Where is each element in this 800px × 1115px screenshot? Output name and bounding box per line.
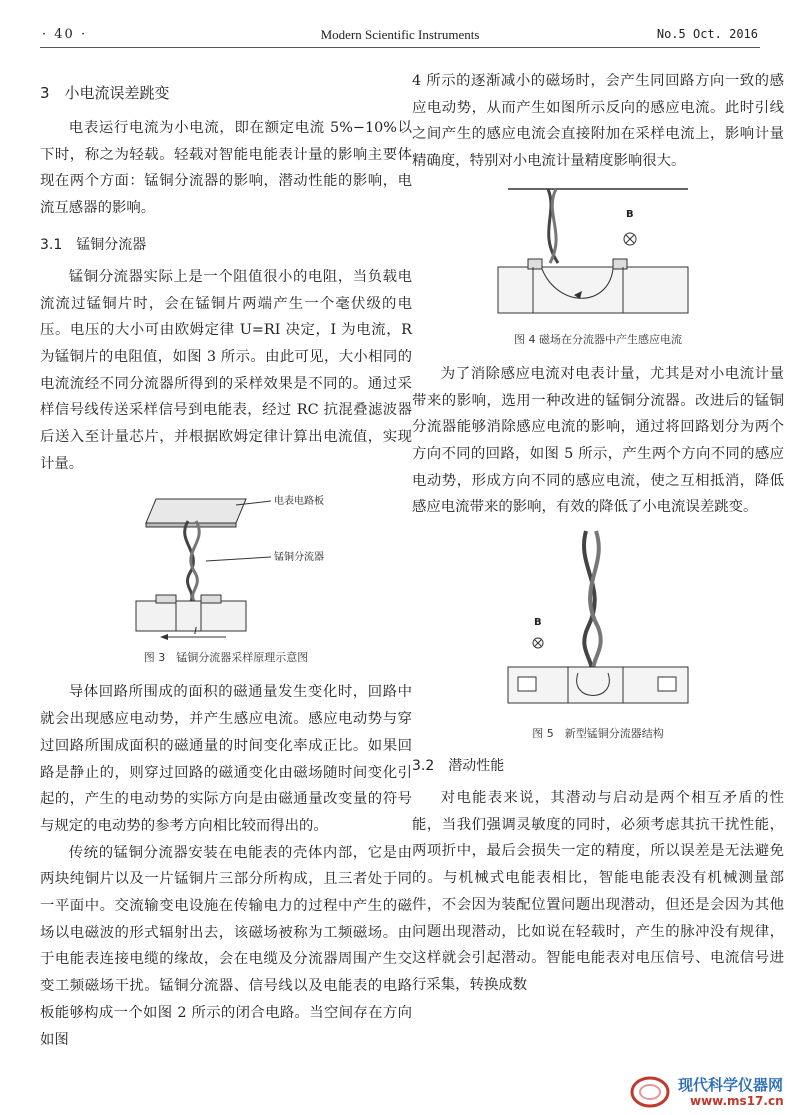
paragraph: 4 所示的逐渐减小的磁场时，会产生同回路方向一致的感应电动势，从而产生如图所示反向的感应电流。此时引线之间产生的感应电流会直接附加在采样电流上，影响计量精确度，特别对小电流计量精度影响很大。 (412, 73, 784, 170)
paragraph: 锰铜分流器实际上是一个阻值很小的电阻，当负载电流流过锰铜片时，会在锰铜片两端产生一个毫伏级的电压。电压的大小可由欧姆定律 U=RI 决定，I 为电流，R 为锰铜片的电阻值，如图 3 所示。由此可见，大小相同的电流流经不同分流器所得到的采样效果是不同的。通过采样信号线传送采样信号到电能表，经过 RC 抗混叠滤波器后送入至计量芯片，并根据欧姆定律计算出电流值，实现计量。 (40, 268, 412, 472)
page-number: · 40 · (42, 27, 88, 42)
journal-name: Modern Scientific Instruments (320, 27, 480, 42)
figure-4 (412, 183, 784, 327)
fig4-b-label: B (626, 208, 634, 220)
figure-3 (40, 491, 412, 645)
figure-5 (412, 527, 784, 721)
left-column (40, 60, 412, 1053)
fig5-b-label: B (534, 617, 542, 629)
figure-3-diagram (96, 491, 356, 641)
figure-4-caption: 图 4 磁场在分流器中产生感应电流 (514, 332, 682, 346)
site-watermark (630, 1068, 800, 1112)
fig3-board-label: 电表电路板 (274, 496, 324, 508)
issue-info: No.5 Oct. 2016 (656, 27, 758, 41)
figure-4-diagram (488, 183, 708, 323)
paragraph: 对电能表来说，其潜动与启动是两个相互矛盾的性能，当我们强调灵敏度的同时，必须考虑其抗干扰性能，两项折中，最后会损失一定的精度，所以误差是无法避免的。与机械式电能表相比，智能电能表没有机械测量部件，不会因为装配位置问题出现潜动，但还是会因为其他问题出现潜动，比如说在轻载时，产生的脉冲没有规律，这样就会引起潜动。智能电能表对电压信号、电流信号进行采集，转换成数 (412, 790, 784, 993)
fig3-shunt-label: 锰铜分流器 (274, 552, 324, 564)
subsection-title: 3.2 潜动性能 (412, 758, 505, 775)
running-header (40, 25, 760, 48)
subsection-title: 3.1 锰铜分流器 (40, 236, 147, 253)
watermark-site-name: 现代科学仪器网 (678, 1076, 784, 1094)
paragraph: 电表运行电流为小电流，即在额定电流 5%−10%以下时，称之为轻载。轻载对智能电能表计量的影响主要体现在两个方面：锰铜分流器的影响，潜动性能的影响，电流互感器的影响。 (40, 120, 412, 217)
watermark-url: www.ms17.cn (690, 1094, 784, 1108)
paragraph: 传统的锰铜分流器安装在电能表的壳体内部，它是由两块纯铜片以及一片锰铜片三部分所构成，且三者处于同一平面中。交流输变电设施在传输电力的过程中产生的磁场以电磁波的形式辐射出去，该磁场被称为工频磁场。由于电能表连接电缆的缘故，会在电缆及分流器周围产生交变工频磁场干扰。锰铜分流器、信号线以及电能表的电路板能够构成一个如图 2 所示的闭合电路。当空间存在方向如图 (40, 844, 412, 1048)
right-column (412, 73, 784, 999)
paragraph: 为了消除感应电流对电表计量，尤其是对小电流计量带来的影响，选用一种改进的锰铜分流器。改进后的锰铜分流器能够消除感应电流的影响，通过将回路划分为两个方向不同的回路，如图 5 所示，产生两个方向不同的感应电动势，形成方向不同的感应电流，使之互相抵消，降低感应电流带来的影响，有效的降低了小电流误差跳变。 (412, 365, 784, 516)
figure-3-caption: 图 3 锰铜分流器采样原理示意图 (143, 651, 309, 665)
figure-5-caption: 图 5 新型锰铜分流器结构 (532, 727, 664, 741)
watermark-logo-icon (630, 1072, 672, 1110)
paragraph: 导体回路所围成的面积的磁通量发生变化时，回路中就会出现感应电动势，并产生感应电流。感应电动势与穿过回路所围成面积的磁通量的时间变化率成正比。如果回路是静止的，则穿过回路的磁通变化由磁场随时间变化引起的，产生的电动势的实际方向是由磁通量改变量的符号与规定的电动势的参考方向相比较而得出的。 (40, 684, 412, 834)
figure-5-diagram (498, 527, 698, 717)
fig3-current-label: I (194, 626, 197, 638)
section-title: 3 小电流误差跳变 (40, 84, 170, 102)
